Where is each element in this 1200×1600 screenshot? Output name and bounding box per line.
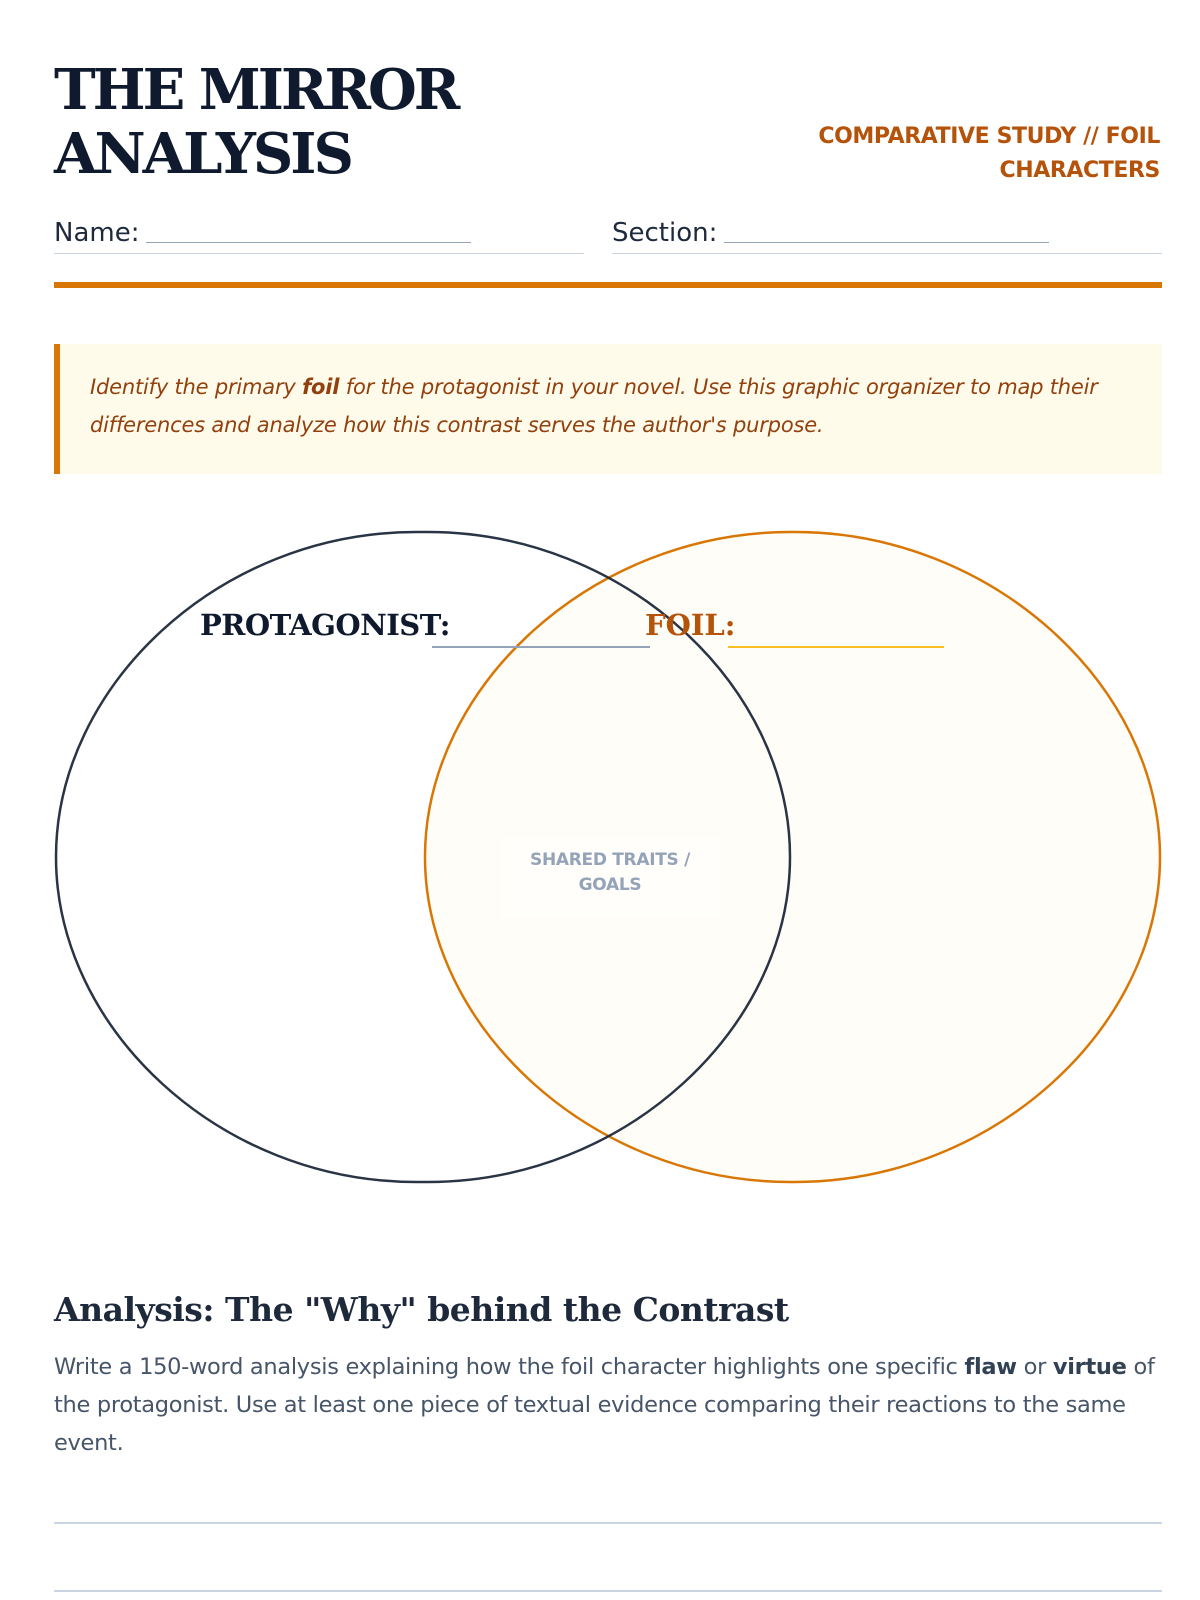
foil-label: FOIL:	[645, 608, 736, 642]
analysis-heading: Analysis: The "Why" behind the Contrast	[54, 1290, 789, 1329]
venn-diagram	[0, 520, 1200, 1220]
shared-traits-line-1: SHARED TRAITS /	[530, 850, 690, 870]
section-label: Section:	[612, 218, 718, 248]
worksheet-title	[54, 58, 574, 186]
instructions-emphasis: foil	[302, 375, 340, 399]
protagonist-label: PROTAGONIST:	[200, 608, 450, 642]
answer-line-2[interactable]	[54, 1590, 1162, 1592]
answer-line-1[interactable]	[54, 1522, 1162, 1524]
analysis-text-2: or	[1016, 1354, 1053, 1380]
analysis-prompt	[54, 1348, 1174, 1462]
instructions-part-2: for the protagonist in your novel. Use this graphic organizer to map their differences and analyze how this contrast serves the author's purpose.	[90, 375, 1098, 437]
analysis-text-3: of the protagonist. Use at least one piece of textual evidence comparing their reactions to the same event.	[54, 1354, 1155, 1456]
name-write-line[interactable]	[146, 242, 471, 243]
section-field[interactable]	[612, 208, 1162, 254]
name-field[interactable]	[54, 208, 584, 254]
foil-name-line[interactable]	[728, 646, 944, 648]
protagonist-name-line[interactable]	[432, 646, 650, 648]
subtitle-line-1: COMPARATIVE STUDY // FOIL	[818, 124, 1160, 149]
analysis-text-1: Write a 150-word analysis explaining how the foil character highlights one specific	[54, 1354, 965, 1380]
title-line-2: ANALYSIS	[54, 121, 351, 187]
name-label: Name:	[54, 218, 140, 248]
worksheet-subtitle	[760, 120, 1160, 188]
instructions-callout	[54, 344, 1162, 474]
subtitle-line-2: CHARACTERS	[999, 158, 1160, 183]
analysis-flaw: flaw	[964, 1354, 1017, 1380]
header-divider	[54, 282, 1162, 288]
section-write-line[interactable]	[724, 242, 1049, 243]
instructions-text	[90, 368, 1134, 444]
title-line-1: THE MIRROR	[54, 57, 458, 123]
instructions-part-1: Identify the primary	[90, 375, 303, 399]
shared-traits-line-2: GOALS	[578, 875, 642, 895]
shared-traits-label	[500, 838, 720, 918]
analysis-virtue: virtue	[1052, 1354, 1127, 1380]
